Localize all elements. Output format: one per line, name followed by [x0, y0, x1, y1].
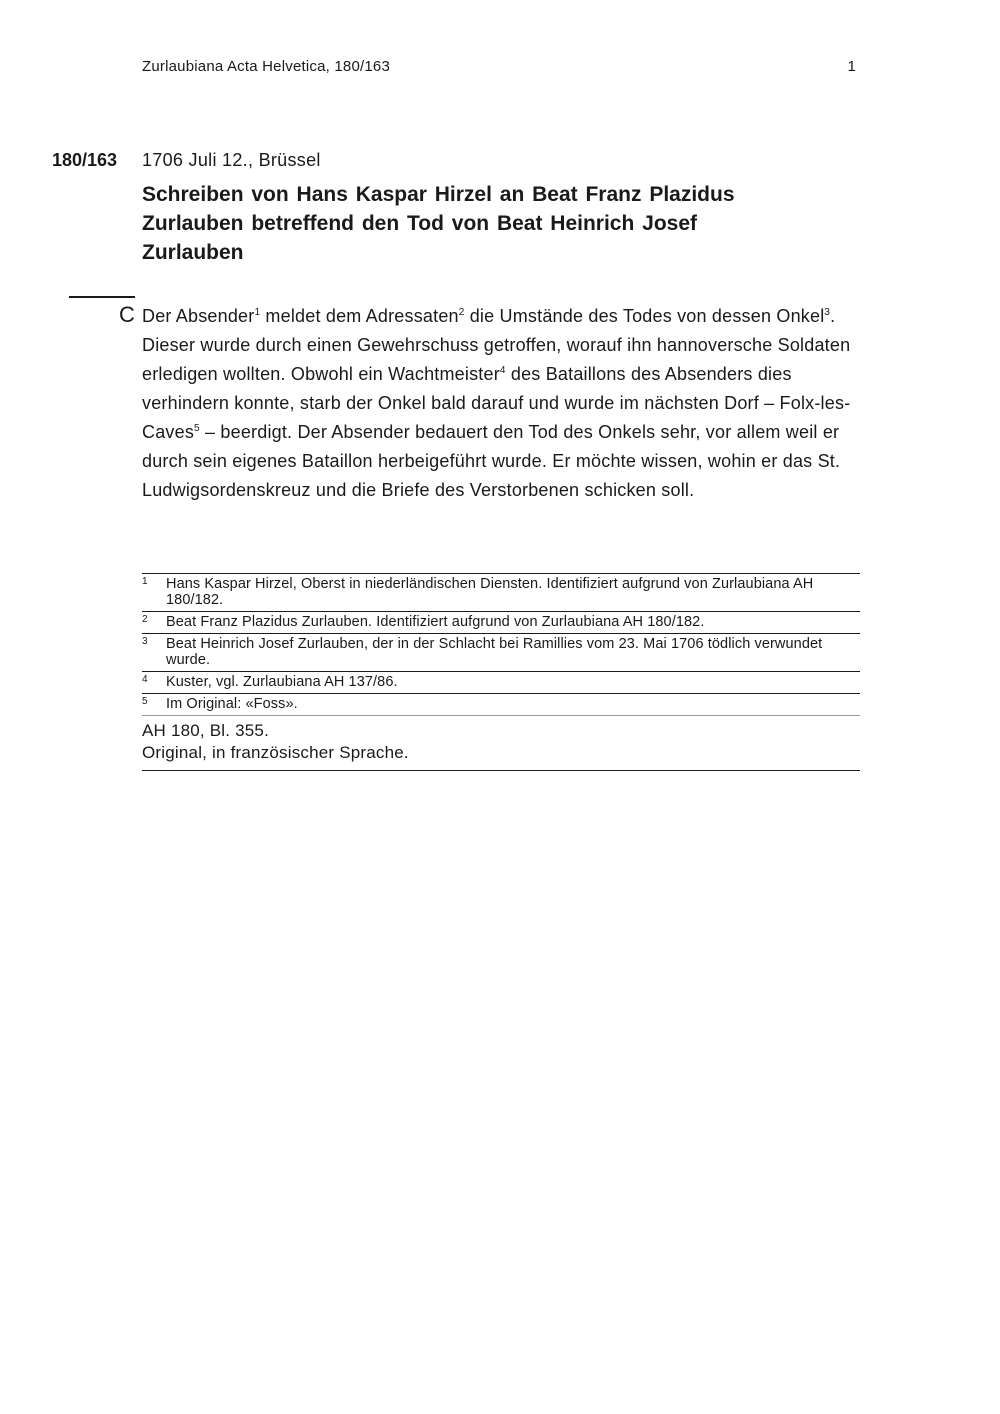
footnote-text: Hans Kaspar Hirzel, Oberst in niederländischen Diensten. Identifiziert aufgrund von Zurlaubiana AH 180/182. — [166, 576, 814, 608]
footnotes — [142, 573, 860, 771]
footnote-mark: 2 — [142, 614, 148, 625]
footnote-text: Beat Franz Plazidus Zurlauben. Identifiziert aufgrund von Zurlaubiana AH 180/182. — [166, 614, 705, 630]
footnote-ref: 4 — [499, 365, 506, 376]
footnote — [142, 633, 860, 671]
footnote — [142, 693, 860, 715]
entry-title: Schreiben von Hans Kaspar Hirzel an Beat Franz Plazidus Zurlauben betreffend den Tod von Beat Heinrich Josef Zurlauben — [142, 183, 735, 264]
abstract-text: – beerdigt. Der Absender bedauert den Tod des Onkels sehr, vor allem weil er durch sein eigenes Bataillon herbeigeführt wurde. Er möchte wissen, wohin er das St. Ludwigsordenskreuz und die Briefe des Verstorbenen schicken soll. — [142, 422, 841, 500]
footnote-text: Beat Heinrich Josef Zurlauben, der in der Schlacht bei Ramillies vom 23. Mai 1706 tödlich verwundet wurde. — [166, 636, 823, 668]
entry-number: 180/163 — [52, 150, 118, 170]
footnote-ref: 3 — [824, 307, 831, 318]
footnote-mark: 4 — [142, 674, 148, 685]
footnote-mark: 1 — [142, 576, 148, 587]
footnote — [142, 573, 860, 611]
entry-date-place: 1706 Juli 12., Brüssel — [142, 150, 321, 170]
source-block — [142, 715, 860, 771]
abstract-text: Der Absender — [142, 306, 255, 326]
footnote-ref: 1 — [254, 307, 261, 318]
abstract-text: des Bataillons des Absenders dies verhindern konnte, starb der Onkel bald darauf und wurde im nächsten Dorf – Folx-les-Caves — [142, 364, 851, 442]
footnote-mark: 5 — [142, 696, 148, 707]
footnote-text: Kuster, vgl. Zurlaubiana AH 137/86. — [166, 674, 398, 690]
abstract-text: meldet dem Adressaten — [260, 306, 459, 326]
source-note: Original, in französischer Sprache. — [142, 743, 409, 762]
source-signature: AH 180, Bl. 355. — [142, 721, 269, 740]
abstract-text: . Dieser wurde durch einen Gewehrschuss getroffen, worauf ihn hannoversche Soldaten erledigen wollten. Obwohl ein Wachtmeister — [142, 306, 851, 384]
page-number: 1 — [847, 58, 856, 75]
page-header — [142, 58, 860, 75]
footnote-ref: 5 — [194, 423, 200, 434]
margin-letter: C — [119, 302, 135, 327]
abstract-paragraph — [142, 302, 852, 505]
margin-rule — [69, 296, 135, 298]
abstract-text: die Umstände des Todes von dessen Onkel — [464, 306, 825, 326]
footnote-text: Im Original: «Foss». — [166, 696, 298, 712]
running-title: Zurlaubiana Acta Helvetica, 180/163 — [142, 58, 390, 75]
footnote-ref: 2 — [458, 307, 465, 318]
footnote — [142, 611, 860, 633]
footnote — [142, 671, 860, 693]
footnote-mark: 3 — [142, 636, 148, 647]
